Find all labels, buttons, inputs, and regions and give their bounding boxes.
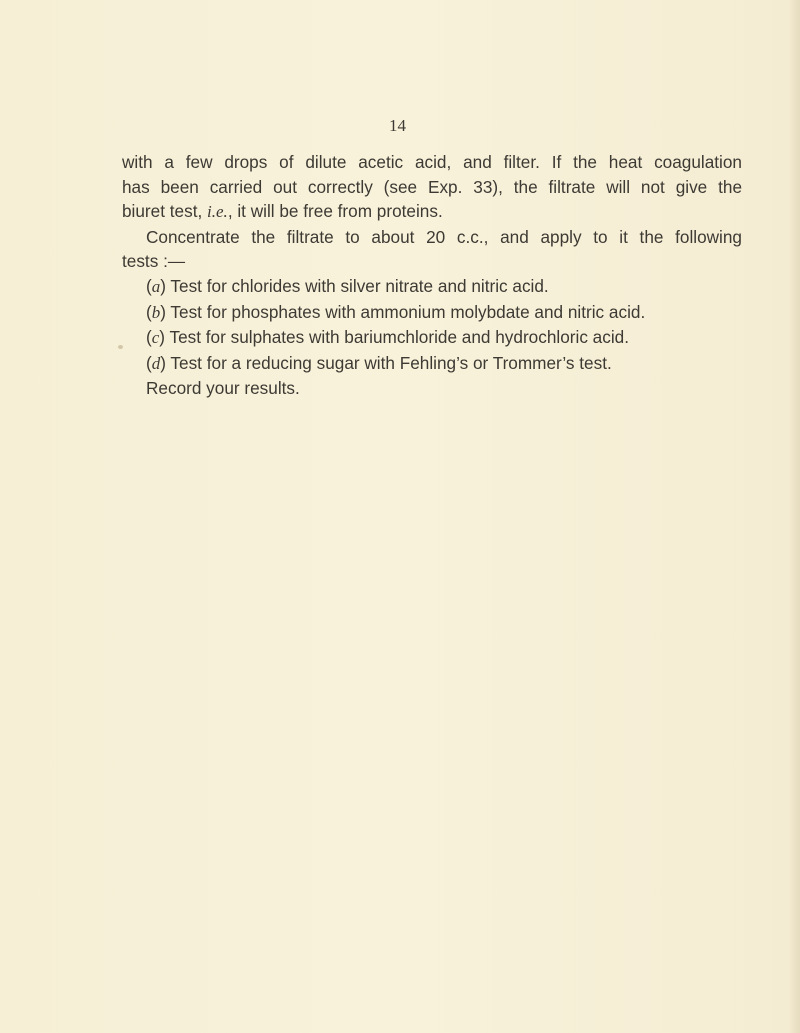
test-item-a: [122, 274, 742, 300]
paren-close: ): [159, 327, 166, 348]
paper-speck: [118, 345, 123, 349]
paren-close: ): [160, 352, 166, 373]
paragraph-2-line-1: Concentrate the filtrate to about 20 c.c., and apply to it the following: [146, 226, 742, 247]
item-text: Test for sulphates with bariumchloride and hydrochloric acid.: [165, 327, 629, 348]
item-text: Test for phosphates with ammonium molybdate and nitric acid.: [165, 301, 646, 322]
test-item-d: [122, 351, 742, 377]
paren-open: (: [146, 352, 152, 373]
item-letter: b: [151, 302, 161, 322]
closing-instruction: Record your results.: [146, 378, 300, 399]
item-letter: c: [151, 328, 160, 348]
item-letter: d: [151, 353, 161, 373]
paren-open: (: [146, 275, 152, 296]
line-3-start: biuret test,: [122, 201, 208, 222]
item-text: Test for chlorides with silver nitrate and nitric acid.: [165, 275, 549, 296]
paren-close: ): [160, 275, 166, 296]
ie-abbreviation: i.e.: [207, 202, 228, 222]
page-edge-shadow: [788, 0, 800, 1033]
paren-open: (: [146, 301, 152, 322]
test-item-b: [122, 300, 742, 326]
paren-close: ): [160, 301, 166, 322]
item-letter: a: [151, 276, 161, 296]
page-number: 14: [389, 116, 406, 135]
body-text: [122, 150, 742, 401]
paragraph-2-line-2: tests :—: [122, 251, 186, 272]
item-text: Test for a reducing sugar with Fehling’s or Trommer’s test.: [165, 352, 612, 373]
paragraph-1-line-1: with a few drops of dilute acetic acid, and filter. If the heat coagulation: [122, 152, 742, 172]
test-item-c: [122, 325, 742, 351]
paragraph-1-line-3: [122, 199, 742, 225]
line-3-end: , it will be free from proteins.: [227, 201, 443, 222]
paren-open: (: [146, 327, 152, 348]
paragraph-1-line-2: has been carried out correctly (see Exp. 33), the filtrate will not give the: [122, 176, 742, 197]
